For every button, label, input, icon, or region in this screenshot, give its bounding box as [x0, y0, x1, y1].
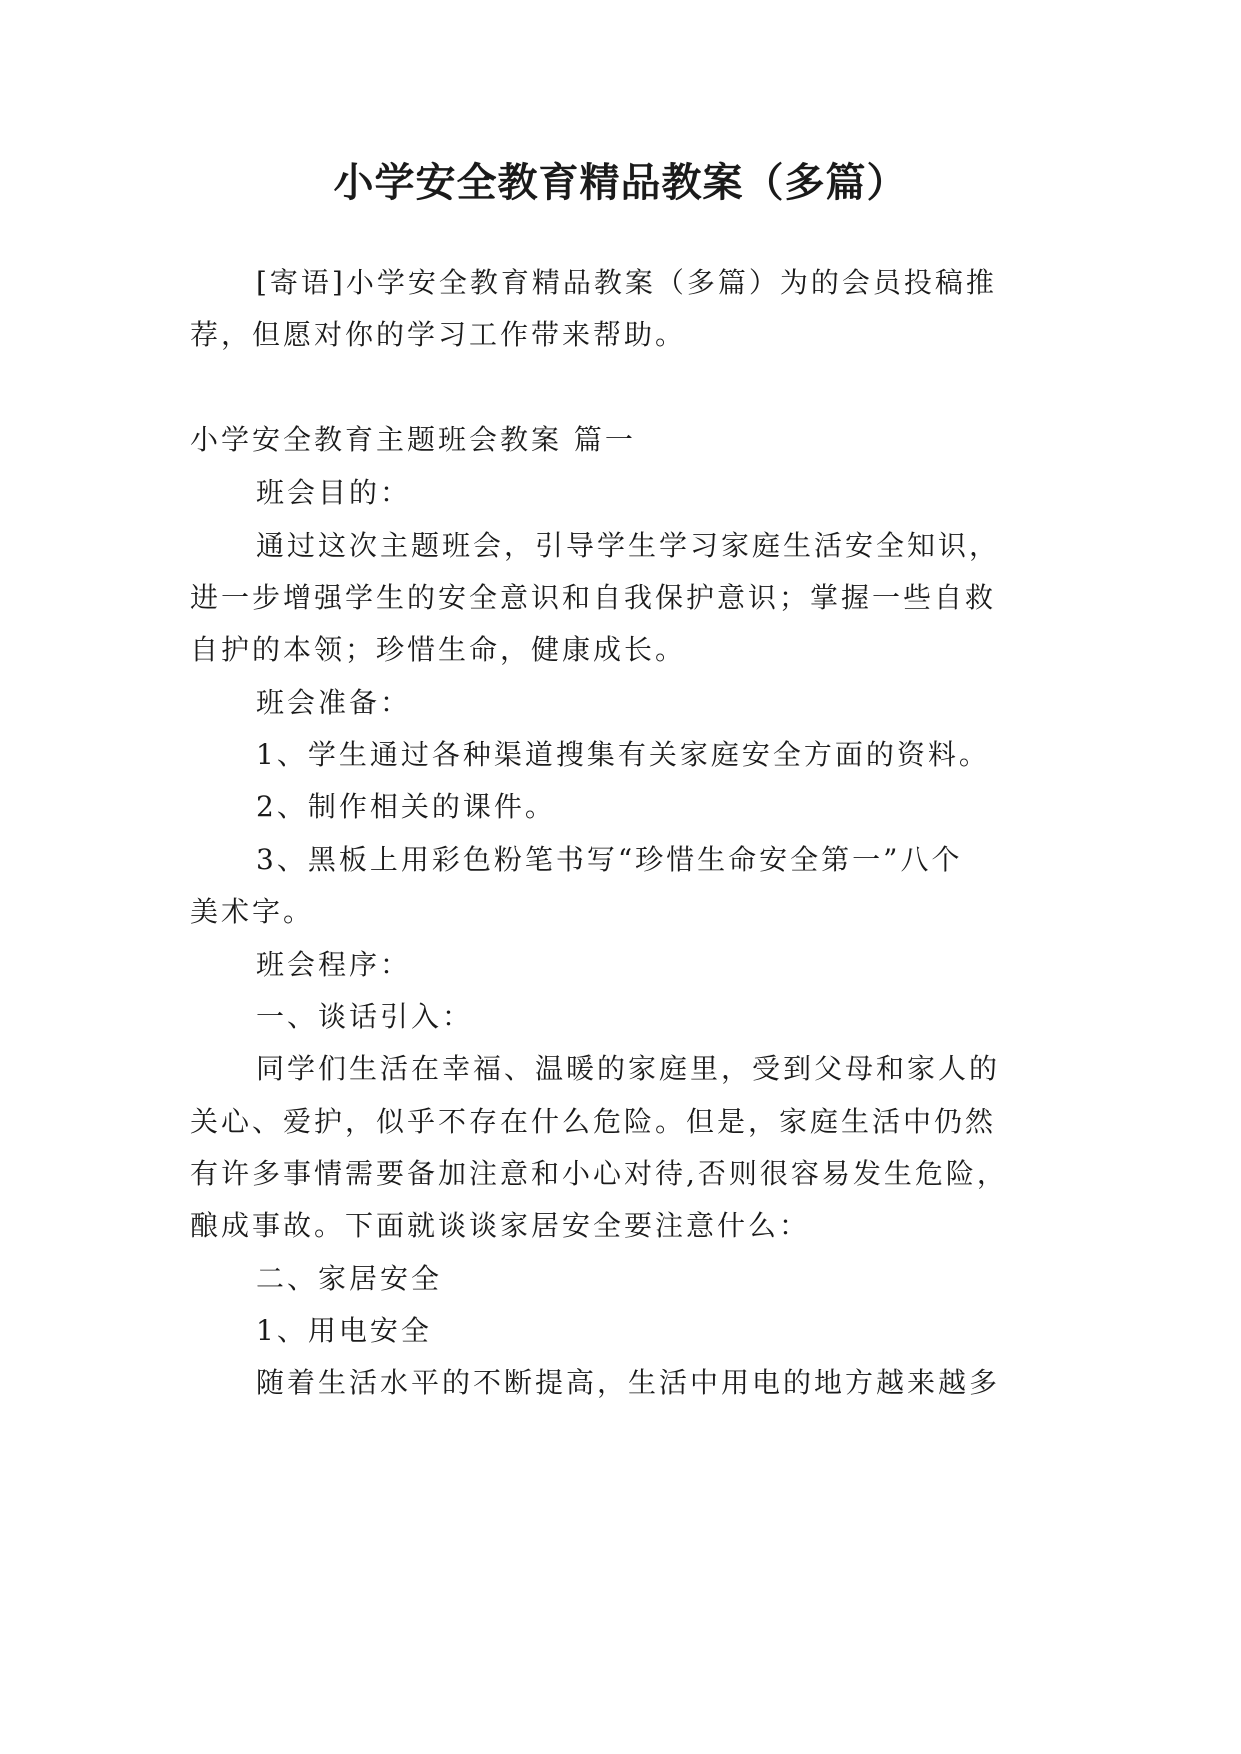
paragraph-line: 关心、爱护，似乎不存在什么危险。但是，家庭生活中仍然 [190, 1105, 997, 1138]
paragraph-line: 3、黑板上用彩色粉笔书写“珍惜生命安全第一”八个 [256, 843, 963, 876]
paragraph-line: 美术字。 [190, 895, 315, 928]
section-heading: 小学安全教育主题班会教案 篇一 [190, 423, 636, 456]
intro-line: [寄语]小学安全教育精品教案（多篇）为的会员投稿推 [256, 266, 997, 299]
paragraph-line: 1、用电安全 [256, 1314, 432, 1347]
paragraph-line: 班会准备： [256, 686, 412, 719]
paragraph-line: 班会程序： [256, 948, 412, 981]
paragraph-line: 通过这次主题班会，引导学生学习家庭生活安全知识， [256, 529, 1001, 562]
paragraph-line: 自护的本领；珍惜生命，健康成长。 [190, 633, 687, 666]
paragraph-line: 进一步增强学生的安全意识和自我保护意识；掌握一些自救 [190, 581, 997, 614]
paragraph-line: 酿成事故。下面就谈谈家居安全要注意什么： [190, 1209, 811, 1242]
paragraph-line: 随着生活水平的不断提高，生活中用电的地方越来越多 [256, 1366, 1001, 1399]
paragraph-line: 二、家居安全 [256, 1262, 443, 1295]
intro-line: 荐，但愿对你的学习工作带来帮助。 [190, 318, 687, 351]
paragraph-line: 班会目的： [256, 476, 412, 509]
paragraph-line: 1、学生通过各种渠道搜集有关家庭安全方面的资料。 [256, 738, 990, 771]
paragraph-line: 有许多事情需要备加注意和小心对待,否则很容易发生危险， [190, 1157, 1008, 1190]
paragraph-line: 同学们生活在幸福、温暖的家庭里，受到父母和家人的 [256, 1052, 1001, 1085]
paragraph-line: 2、制作相关的课件。 [256, 790, 556, 823]
paragraph-line: 一、谈话引入： [256, 1000, 474, 1033]
document-title: 小学安全教育精品教案（多篇） [333, 160, 908, 206]
